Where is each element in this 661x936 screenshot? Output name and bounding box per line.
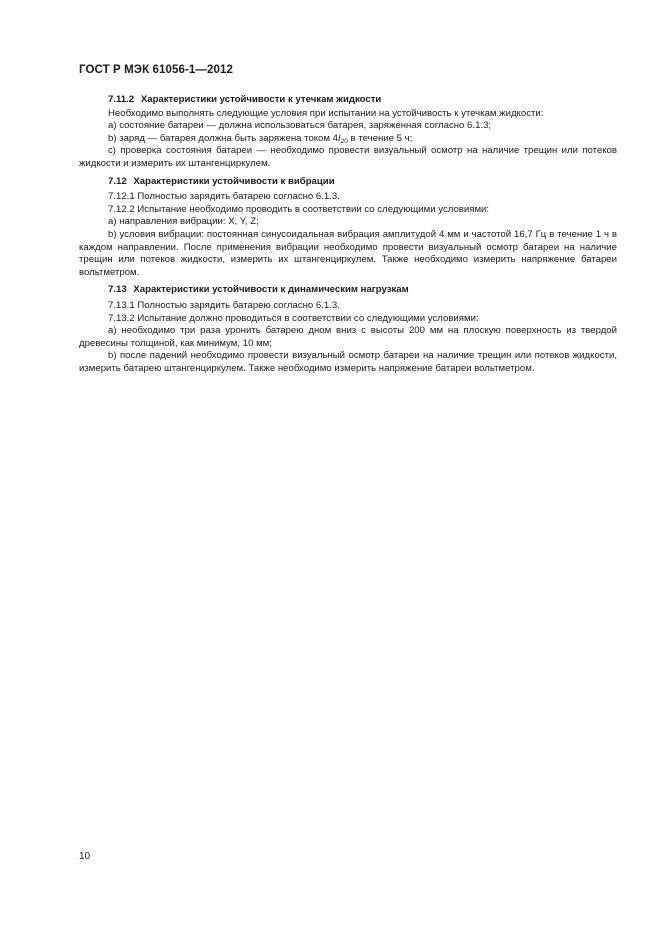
paragraph: 7.13.1 Полностью зарядить батарею согласно 6.1.3. <box>108 299 340 311</box>
section-heading-7-12 <box>79 176 617 189</box>
paragraph: 7.12.2 Испытание необходимо проводить в соответствии со следующими условиями: <box>108 203 490 215</box>
document-body <box>79 94 617 375</box>
list-item: c) проверка состояния батареи — необходимо провести визуальный осмотр на наличие трещин или потеков жидкости и измерить их штангенциркулем. <box>79 145 617 169</box>
list-item-text: в течение 5 ч; <box>347 132 413 144</box>
section-number: 7.13 <box>108 284 127 296</box>
section-title: Характеристики устойчивости к вибрации <box>133 175 335 187</box>
section-number: 7.12 <box>108 175 127 187</box>
section-number: 7.11.2 <box>108 94 135 105</box>
list-item-text: b) заряд — батарея должна быть заряжена током 4 <box>108 132 338 144</box>
list-item: b) после падений необходимо провести визуальный осмотр батареи на наличие трещин или потеков жидкости, измерить батарею штангенциркулем. Также необходимо измерить напряжение батареи вольтметром. <box>79 350 617 374</box>
section-heading-7-13 <box>79 284 617 297</box>
section-heading-7-11-2 <box>79 94 617 107</box>
list-item <box>79 133 617 146</box>
paragraph: Необходимо выполнять следующие условия при испытании на устойчивость к утечкам жидкости: <box>108 107 544 119</box>
page-number: 10 <box>79 851 91 862</box>
section-title: Характеристики устойчивости к утечкам жидкости <box>140 94 382 105</box>
document-header: ГОСТ Р МЭК 61056-1—2012 <box>79 64 233 76</box>
list-item: a) направления вибрации: X, Y, Z; <box>108 216 259 228</box>
paragraph: 7.13.2 Испытание должно проводиться в соответствии со следующими условиями: <box>108 312 479 324</box>
current-subscript: 20 <box>340 137 348 145</box>
paragraph: 7.12.1 Полностью зарядить батарею согласно 6.1.3. <box>108 191 340 203</box>
list-item: a) состояние батареи — должна использоваться батарея, заряженная согласно 6.1.3; <box>108 120 492 132</box>
current-symbol: I <box>337 132 341 144</box>
section-title: Характеристики устойчивости к динамическим нагрузкам <box>133 284 409 296</box>
list-item: a) необходимо три раза уронить батарею дном вниз с высоты 200 мм на плоскую поверхность из твердой древесины толщиной, как минимум, 10 мм; <box>79 325 617 349</box>
list-item: b) условия вибрации: постоянная синусоидальная вибрация амплитудой 4 мм и частотой 16,7 Гц в течение 1 ч в каждом направлении. После применения вибрации необходимо провести визуальный осмотр батареи на наличие трещин или потеков жидкости, измерить их штангенциркулем. Также необходимо измерить напряжение батареи вольтметром. <box>79 228 617 278</box>
